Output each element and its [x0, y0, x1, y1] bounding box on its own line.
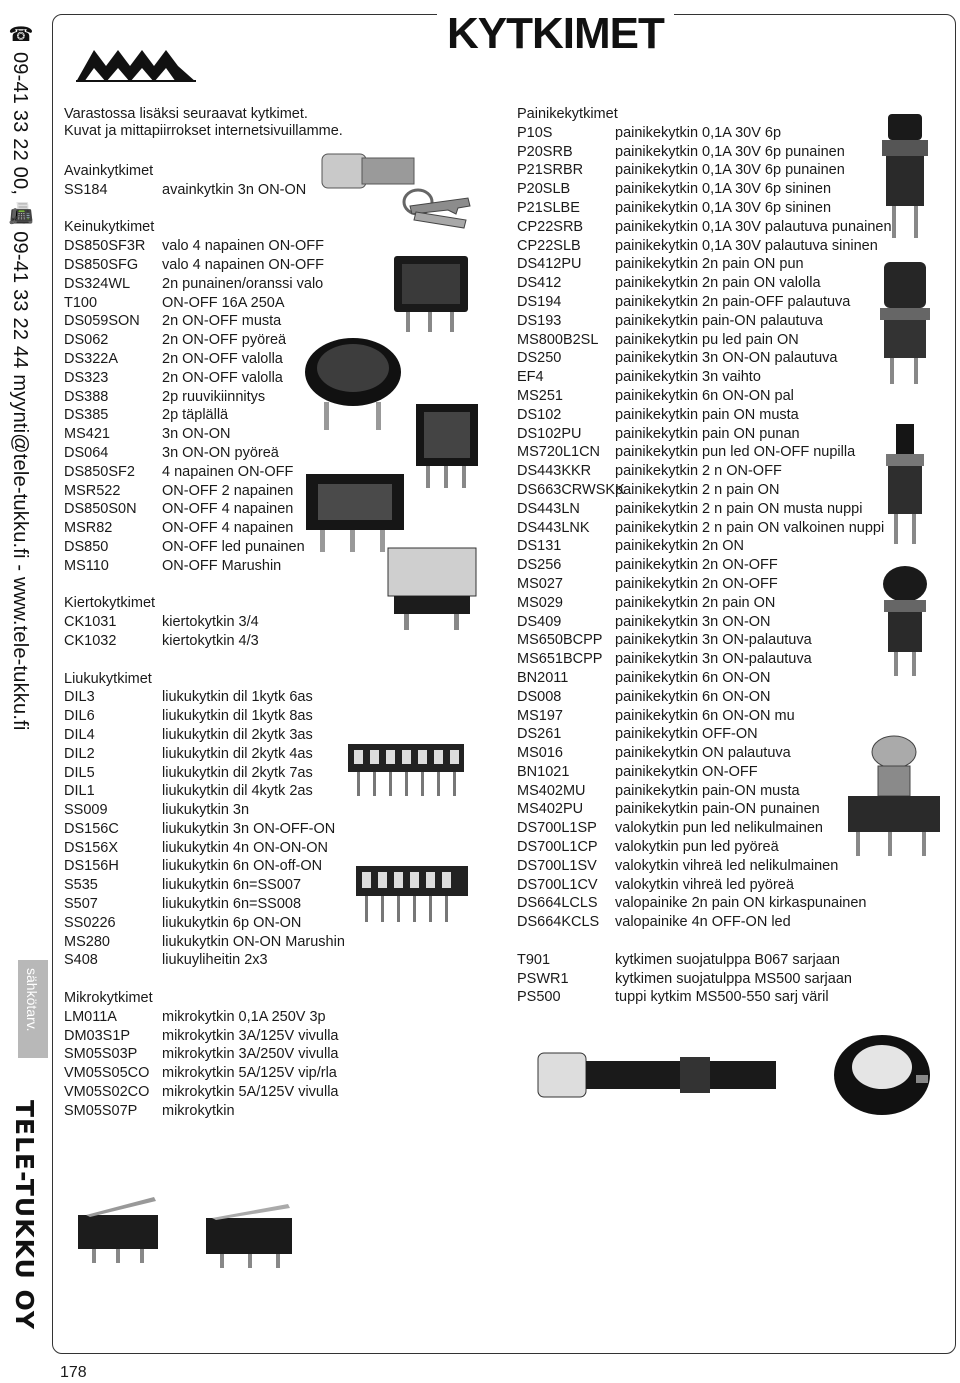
product-row	[64, 632, 345, 651]
product-row	[517, 218, 892, 237]
product-code: DS250	[517, 350, 562, 367]
product-description: mikrokytkin 0,1A 250V 3p	[162, 1008, 326, 1025]
product-description: painikekytkin 3n ON-ON palautuva	[615, 350, 838, 367]
product-description: painikekytkin 6n ON-ON mu	[615, 707, 795, 724]
product-description: painikekytkin 2 n ON-OFF	[615, 463, 782, 480]
product-description: painikekytkin 2n pain ON pun	[615, 256, 804, 273]
product-code: MS110	[64, 557, 109, 574]
round-rocker-switch-photo	[298, 330, 408, 435]
product-row	[517, 500, 892, 519]
product-row	[64, 613, 345, 632]
product-code: CK1032	[64, 632, 117, 649]
product-row	[517, 800, 892, 819]
product-code: DS194	[517, 293, 562, 310]
product-row	[517, 894, 892, 913]
rocker-switch-photo	[388, 248, 478, 338]
product-description: painikekytkin 0,1A 30V 6p punainen	[615, 162, 845, 179]
product-code: DS850S0N	[64, 501, 137, 518]
small-rocker-switch-photo	[412, 398, 484, 493]
product-description: liukukytkin dil 4kytk 2as	[162, 783, 313, 800]
product-code: DS850SF2	[64, 463, 135, 480]
product-description: kiertokytkin 3/4	[162, 614, 259, 631]
product-code: DIL3	[64, 689, 95, 706]
micro-switch-photo-1	[68, 1185, 168, 1270]
product-description: valo 4 napainen ON-OFF	[162, 256, 324, 273]
product-code: DS064	[64, 444, 109, 461]
product-code: DIL6	[64, 708, 95, 725]
product-description: liukukytkin dil 2kytk 7as	[162, 764, 313, 781]
product-code: MS027	[517, 575, 563, 592]
key-switch-photo	[318, 140, 478, 235]
product-row	[64, 181, 345, 200]
product-row	[64, 876, 345, 895]
product-description: kiertokytkin 4/3	[162, 632, 259, 649]
product-description: painikekytkin 3n ON-palautuva	[615, 632, 812, 649]
product-description: avainkytkin 3n ON-ON	[162, 181, 307, 198]
left-product-list	[64, 162, 345, 1121]
push-button-photo-3	[870, 420, 940, 550]
product-description: painikekytkin 3n ON-ON	[615, 613, 771, 630]
brand-name: TELE-TUKKU OY	[10, 1100, 39, 1330]
product-description: liukukytkin dil 2kytk 4as	[162, 745, 313, 762]
section-heading: Mikrokytkimet	[64, 990, 153, 1007]
product-code: DS193	[517, 312, 562, 329]
product-code: DS156X	[64, 839, 119, 856]
product-row	[517, 951, 892, 970]
product-description: 2p ruuvikiinnitys	[162, 388, 266, 405]
product-code: DS664KCLS	[517, 914, 600, 931]
product-row	[517, 237, 892, 256]
product-description: liukuyliheitin 2x3	[162, 952, 268, 969]
product-code: DS700L1CP	[517, 839, 598, 856]
product-code: MS251	[517, 387, 563, 404]
product-row	[64, 745, 345, 764]
product-description: ON-OFF led punainen	[162, 538, 305, 555]
section-tab-label: sähkötarv.	[24, 968, 40, 1032]
dip-switch-photo-2	[352, 858, 472, 928]
product-row	[64, 782, 345, 801]
product-row	[517, 387, 892, 406]
product-code: DS663CRWSKK	[517, 481, 625, 498]
product-description: painikekytkin 2 n pain ON musta nuppi	[615, 500, 863, 517]
product-code: CP22SLB	[517, 237, 581, 254]
product-code: DS131	[517, 538, 562, 555]
product-description: 2n ON-OFF pyöreä	[162, 332, 287, 349]
product-description: 2n ON-OFF musta	[162, 313, 282, 330]
product-code: DS156H	[64, 858, 119, 875]
product-code: DS700L1CV	[517, 876, 598, 893]
product-code: CP22SRB	[517, 218, 584, 235]
product-code: DS409	[517, 613, 562, 630]
product-description: kytkimen suojatulppa B067 sarjaan	[615, 951, 840, 968]
product-code: S535	[64, 877, 98, 894]
product-row	[64, 933, 345, 952]
product-description: painikekytkin 6n ON-ON	[615, 688, 771, 705]
product-row	[517, 425, 892, 444]
section-heading: Liukukytkimet	[64, 670, 152, 687]
product-description: 2n ON-OFF valolla	[162, 350, 283, 367]
product-description: painikekytkin 2n pain-OFF palautuva	[615, 293, 851, 310]
product-code: DS385	[64, 407, 109, 424]
product-description: painikekytkin pu led pain ON	[615, 331, 799, 348]
product-row	[517, 180, 892, 199]
product-code: T100	[64, 294, 98, 311]
product-description: liukukytkin dil 2kytk 3as	[162, 726, 313, 743]
product-description: painikekytkin pain-ON palautuva	[615, 312, 823, 329]
product-description: liukukytkin 6p ON-ON	[162, 914, 302, 931]
product-row	[64, 1102, 345, 1121]
product-code: P20SRB	[517, 143, 573, 160]
product-row	[517, 124, 892, 143]
product-code: DS008	[517, 688, 562, 705]
product-description: mikrokytkin 3A/250V vivulla	[162, 1046, 339, 1063]
product-code: MS029	[517, 594, 563, 611]
product-code: SS184	[64, 181, 108, 198]
product-row	[64, 820, 345, 839]
product-description: painikekytkin 3n ON-palautuva	[615, 651, 812, 668]
product-description: valo 4 napainen ON-OFF	[162, 238, 324, 255]
product-row	[517, 744, 892, 763]
product-row	[64, 1083, 345, 1102]
product-description: painikekytkin pain-ON musta	[615, 782, 800, 799]
product-code: MS650BCPP	[517, 632, 603, 649]
product-row	[64, 707, 345, 726]
product-code: P21SLBE	[517, 199, 580, 216]
product-row	[517, 274, 892, 293]
product-row	[64, 275, 345, 294]
product-code: DS322A	[64, 350, 119, 367]
product-description: ON-OFF 2 napainen	[162, 482, 294, 499]
contact-line: ☎ 09-41 33 22 00, 📠 09-41 33 22 44 myynti@tele-tukku.fi - www.tele-tukku.fi	[9, 22, 31, 731]
product-code: DS102PU	[517, 425, 582, 442]
product-code: DS323	[64, 369, 109, 386]
page-number: 178	[60, 1364, 87, 1381]
product-row	[517, 913, 892, 932]
product-code: MS402MU	[517, 782, 586, 799]
product-row	[64, 444, 345, 463]
product-description: painikekytkin ON-OFF	[615, 763, 758, 780]
product-code: MS800B2SL	[517, 331, 599, 348]
product-row	[517, 519, 892, 538]
push-button-photo-5	[838, 730, 948, 860]
product-code: DS102	[517, 406, 562, 423]
illuminated-push-button-photo	[530, 1035, 790, 1115]
product-row	[64, 801, 345, 820]
product-code: EF4	[517, 369, 544, 386]
product-description: painikekytkin 2n ON-OFF	[615, 557, 778, 574]
product-description: liukukytkin 6n ON-off-ON	[162, 858, 323, 875]
product-code: MSR522	[64, 482, 121, 499]
product-description: painikekytkin 6n ON-ON	[615, 669, 771, 686]
product-row	[64, 895, 345, 914]
product-description: painikekytkin 2 n pain ON valkoinen nuppi	[615, 519, 885, 536]
product-description: liukukytkin ON-ON Marushin	[162, 933, 345, 950]
product-code: P10S	[517, 124, 553, 141]
product-row	[517, 594, 892, 613]
product-row	[517, 669, 892, 688]
product-description: 4 napainen ON-OFF	[162, 463, 294, 480]
product-description: painikekytkin pain ON musta	[615, 406, 799, 423]
micro-switch-photo-2	[196, 1190, 301, 1275]
product-description: valokytkin vihreä led nelikulmainen	[615, 857, 839, 874]
product-description: painikekytkin 2n ON	[615, 538, 744, 555]
product-code: DS324WL	[64, 275, 131, 292]
product-row	[517, 537, 892, 556]
product-description: painikekytkin 0,1A 30V palautuva sininen	[615, 237, 878, 254]
product-code: DIL2	[64, 745, 95, 762]
product-description: mikrokytkin 5A/125V vip/rla	[162, 1065, 337, 1082]
product-row	[517, 199, 892, 218]
page-title: KYTKIMET	[437, 9, 674, 59]
product-row	[517, 331, 892, 350]
product-description: painikekytkin 3n vaihto	[615, 369, 761, 386]
product-description: tuppi kytkim MS500-550 sarj väril	[615, 989, 829, 1006]
product-code: P21SRBR	[517, 162, 584, 179]
product-row	[517, 349, 892, 368]
product-row	[64, 312, 345, 331]
product-row	[517, 462, 892, 481]
product-row	[64, 951, 345, 970]
push-button-photo-1	[868, 108, 942, 244]
product-description: ON-OFF 4 napainen	[162, 501, 294, 518]
product-row	[517, 707, 892, 726]
product-code: SS009	[64, 802, 108, 819]
product-description: valopainike 4n OFF-ON led	[615, 914, 791, 931]
product-row	[517, 631, 892, 650]
product-description: valokytkin vihreä led pyöreä	[615, 876, 794, 893]
product-description: painikekytkin pain ON punan	[615, 425, 800, 442]
product-row	[517, 255, 892, 274]
product-row	[517, 143, 892, 162]
product-row	[517, 782, 892, 801]
product-row	[64, 557, 345, 576]
product-description: painikekytkin pain-ON punainen	[615, 801, 820, 818]
product-description: painikekytkin pun led ON-OFF nupilla	[615, 444, 856, 461]
product-code: DM03S1P	[64, 1027, 131, 1044]
product-description: painikekytkin 0,1A 30V 6p sininen	[615, 199, 832, 216]
product-code: DS261	[517, 726, 562, 743]
section-heading: Avainkytkimet	[64, 163, 154, 179]
product-code: DS443KKR	[517, 463, 592, 480]
product-description: painikekytkin 2 n pain ON	[615, 481, 780, 498]
product-code: DS700L1SV	[517, 857, 597, 874]
round-push-button-photo	[830, 1025, 935, 1125]
product-description: mikrokytkin 3A/125V vivulla	[162, 1027, 339, 1044]
product-description: valopainike 2n pain ON kirkaspunainen	[615, 895, 867, 912]
product-code: DS850SF3R	[64, 238, 146, 255]
product-row	[517, 988, 892, 1007]
product-description: liukukytkin 3n	[162, 802, 250, 819]
product-description: ON-OFF 4 napainen	[162, 520, 294, 537]
intro-text	[64, 106, 343, 140]
product-description: painikekytkin 6n ON-ON pal	[615, 387, 794, 404]
section-heading: Kiertokytkimet	[64, 595, 156, 612]
product-description: ON-OFF Marushin	[162, 557, 282, 574]
product-code: DS443LN	[517, 500, 580, 517]
product-row	[517, 650, 892, 669]
product-description: 3n ON-ON pyöreä	[162, 444, 279, 461]
product-code: P20SLB	[517, 181, 571, 198]
product-code: T901	[517, 951, 551, 968]
push-button-photo-2	[870, 256, 940, 388]
product-description: painikekytkin 2n pain ON valolla	[615, 275, 821, 292]
product-row	[517, 970, 892, 989]
product-code: SM05S07P	[64, 1102, 138, 1119]
product-row	[517, 481, 892, 500]
intro-line-2: Kuvat ja mittapiirrokset internetsivuillamme.	[64, 123, 343, 139]
section-heading: Keinukytkimet	[64, 219, 155, 236]
product-description: painikekytkin 0,1A 30V 6p sininen	[615, 181, 832, 198]
product-description: 3n ON-ON	[162, 426, 231, 443]
product-row	[517, 688, 892, 707]
product-description: liukukytkin 4n ON-ON-ON	[162, 839, 328, 856]
product-row	[517, 368, 892, 387]
product-description: kytkimen suojatulppa MS500 sarjaan	[615, 970, 852, 987]
product-code: MS197	[517, 707, 563, 724]
illuminated-switch-photo	[380, 540, 485, 635]
product-code: DS664LCLS	[517, 895, 598, 912]
product-description: 2p täplällä	[162, 407, 229, 424]
product-code: S408	[64, 952, 98, 969]
product-row	[517, 406, 892, 425]
product-description: 2n ON-OFF valolla	[162, 369, 283, 386]
product-row	[517, 763, 892, 782]
product-description: liukukytkin 6n=SS008	[162, 896, 302, 913]
product-code: MS720L1CN	[517, 444, 601, 461]
product-row	[64, 256, 345, 275]
product-row	[64, 764, 345, 783]
product-row	[64, 294, 345, 313]
sidebar	[0, 0, 48, 1383]
product-code: LM011A	[64, 1008, 117, 1025]
product-row	[517, 819, 892, 838]
dip-switch-photo-1	[344, 738, 469, 800]
product-description: painikekytkin 2n pain ON	[615, 594, 776, 611]
product-row	[64, 1064, 345, 1083]
product-code: CK1031	[64, 614, 117, 631]
product-description: 2n punainen/oranssi valo	[162, 275, 324, 292]
right-product-list	[517, 105, 892, 1007]
product-code: DS156C	[64, 820, 119, 837]
product-row	[64, 1008, 345, 1027]
product-row	[64, 726, 345, 745]
product-row	[517, 575, 892, 594]
product-description: painikekytkin ON palautuva	[615, 745, 791, 762]
product-row	[64, 839, 345, 858]
product-code: SS0226	[64, 914, 116, 931]
product-code: BN1021	[517, 763, 570, 780]
push-button-photo-4	[870, 560, 940, 680]
product-code: MS421	[64, 426, 110, 443]
product-row	[517, 876, 892, 895]
product-code: DS700L1SP	[517, 820, 597, 837]
product-description: liukukytkin dil 1kytk 8as	[162, 708, 313, 725]
product-row	[64, 237, 345, 256]
product-code: DS850	[64, 538, 109, 555]
product-code: DS388	[64, 388, 109, 405]
product-code: DS412	[517, 275, 562, 292]
product-code: BN2011	[517, 669, 569, 686]
product-code: VM05S05CO	[64, 1065, 150, 1082]
product-code: DS256	[517, 557, 562, 574]
section-tab	[18, 960, 48, 1058]
product-code: SM05S03P	[64, 1046, 138, 1063]
product-code: MSR82	[64, 520, 113, 537]
product-description: valokytkin pun led pyöreä	[615, 839, 779, 856]
product-code: MS016	[517, 745, 563, 762]
product-row	[517, 161, 892, 180]
product-code: PSWR1	[517, 970, 569, 987]
product-row	[517, 443, 892, 462]
product-row	[517, 556, 892, 575]
product-code: DIL5	[64, 764, 95, 781]
product-row	[517, 838, 892, 857]
company-logo	[76, 42, 196, 82]
product-code: DS850SFG	[64, 256, 139, 273]
product-description: liukukytkin dil 1kytk 6as	[162, 689, 313, 706]
product-description: painikekytkin 2n ON-OFF	[615, 575, 778, 592]
product-code: VM05S02CO	[64, 1084, 150, 1101]
product-row	[517, 312, 892, 331]
product-row	[64, 914, 345, 933]
product-code: DS062	[64, 332, 109, 349]
product-description: ON-OFF 16A 250A	[162, 294, 285, 311]
product-code: MS280	[64, 933, 110, 950]
product-description: liukukytkin 3n ON-OFF-ON	[162, 820, 336, 837]
product-code: MS651BCPP	[517, 651, 603, 668]
product-description: painikekytkin 0,1A 30V 6p punainen	[615, 143, 845, 160]
product-row	[517, 857, 892, 876]
product-code: DIL1	[64, 783, 95, 800]
product-description: painikekytkin 0,1A 30V 6p	[615, 124, 782, 141]
intro-line-1: Varastossa lisäksi seuraavat kytkimet.	[64, 106, 308, 122]
product-description: painikekytkin OFF-ON	[615, 726, 758, 743]
product-code: DS412PU	[517, 256, 582, 273]
product-row	[517, 613, 892, 632]
product-row	[64, 1045, 345, 1064]
product-description: painikekytkin 0,1A 30V palautuva punainen	[615, 218, 892, 235]
product-code: S507	[64, 896, 98, 913]
product-code: MS402PU	[517, 801, 584, 818]
product-code: PS500	[517, 989, 561, 1006]
product-row	[517, 725, 892, 744]
product-description: mikrokytkin	[162, 1102, 235, 1119]
product-code: DS443LNK	[517, 519, 590, 536]
product-code: DS059SON	[64, 313, 140, 330]
product-description: mikrokytkin 5A/125V vivulla	[162, 1084, 339, 1101]
product-row	[517, 293, 892, 312]
product-row	[64, 1027, 345, 1046]
section-heading: Painikekytkimet	[517, 106, 618, 122]
product-row	[64, 688, 345, 707]
product-code: DIL4	[64, 726, 95, 743]
product-description: valokytkin pun led nelikulmainen	[615, 820, 823, 837]
product-row	[64, 857, 345, 876]
product-description: liukukytkin 6n=SS007	[162, 877, 302, 894]
